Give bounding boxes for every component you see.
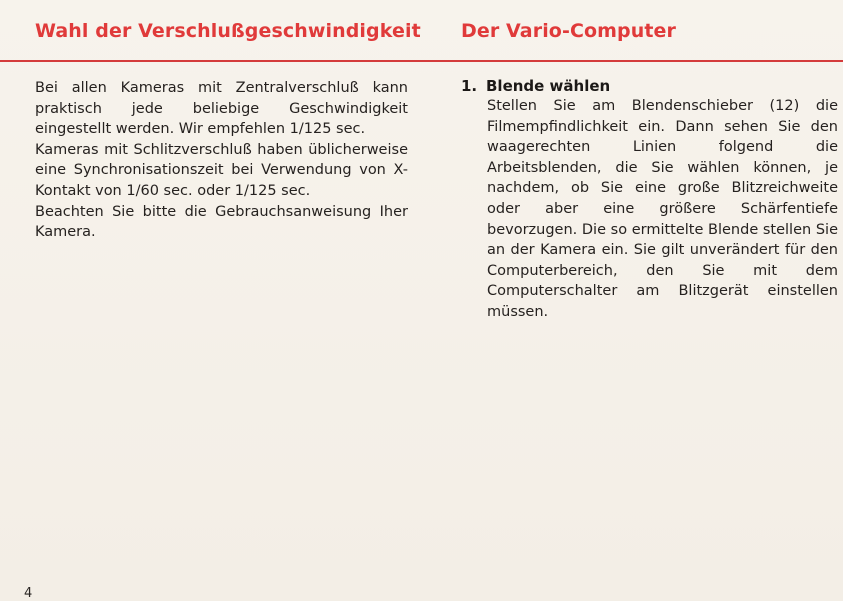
page-number: 4 (24, 586, 33, 601)
header-rule (0, 60, 843, 62)
right-column (461, 76, 838, 323)
paragraph-focal-plane-shutter: Kameras mit Schlitzverschluß haben üblicherweise eine Synchronisationszeit bei Verwendung von X-Kontakt von 1/60 sec. oder 1/125 sec. (35, 141, 408, 199)
step-title: Blende wählen (486, 77, 611, 95)
heading-vario-computer: Der Vario-Computer (461, 20, 677, 42)
paragraph-central-shutter: Bei allen Kameras mit Zentralverschluß kann praktisch jede beliebige Geschwindigkeit eingestellt werden. Wir empfehlen 1/125 sec. (35, 80, 408, 138)
step-heading (461, 76, 838, 96)
heading-shutter-speed: Wahl der Verschlußgeschwindigkeit (35, 20, 421, 42)
step-number: 1. (461, 77, 478, 95)
left-column (35, 78, 408, 243)
paragraph-camera-manual: Beachten Sie bitte die Gebrauchsanweisung Iher Kamera. (35, 203, 408, 241)
step-text: Stellen Sie am Blendenschieber (12) die Filmempfindlichkeit ein. Dann sehen Sie den waagerechten Linien folgend die Arbeitsblenden, die Sie wählen können, je nachdem, ob Sie eine große Blitzreichweite oder aber eine größere Schärfentiefe bevorzugen. Die so ermittelte Blende stellen Sie an der Kamera ein. Sie gilt unverändert für den Computerbereich, den Sie mit dem Computerschalter am Blitzgerät einstellen müssen. (487, 98, 838, 320)
